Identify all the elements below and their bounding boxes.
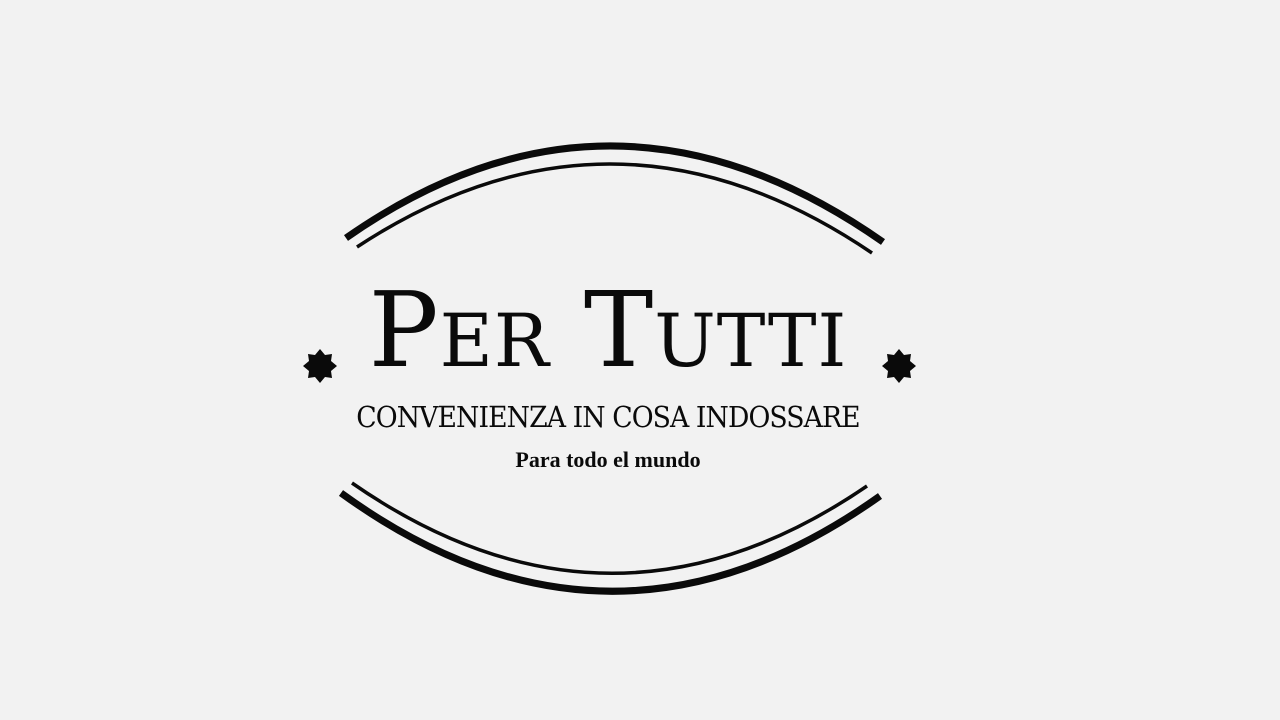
brand-title: Per Tutti [368, 269, 848, 391]
bottom-outer-arc [341, 493, 880, 591]
bottom-inner-arc [352, 483, 867, 573]
brand-subtitle: Para todo el mundo [515, 447, 701, 472]
top-inner-arc [357, 164, 872, 253]
top-outer-arc [346, 146, 883, 242]
brand-tagline: CONVENIENZA IN COSA INDOSSARE [356, 400, 860, 434]
